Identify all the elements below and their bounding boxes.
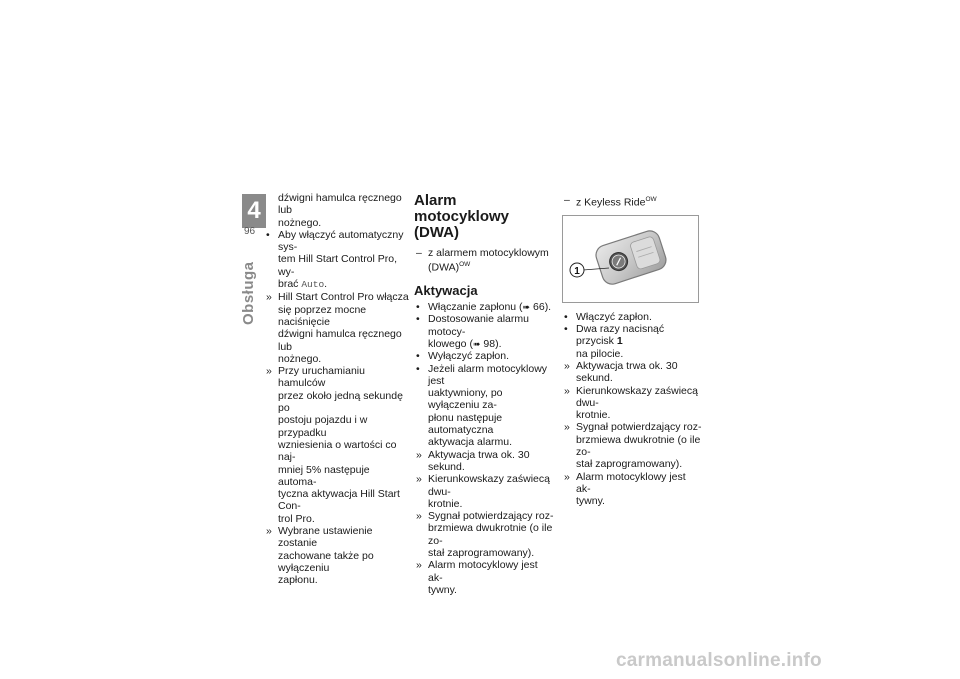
section-title: Obsługa [240, 261, 257, 325]
bullet-ignition-on-2: • Włączyć zapłon. [564, 310, 652, 323]
bullet-ignition-on: • Włączanie zapłonu (➠ 66). [416, 301, 552, 314]
subheading-activation: Aktywacja [414, 283, 478, 299]
result-alarm-active-2: » Alarm motocyklowy jest ak- tywny. [564, 470, 686, 508]
page-ref-arrow-icon: ➠ [522, 302, 531, 313]
bullet-press-button: • Dwa razy nacisnąć przycisk 1 na pilocie. [564, 323, 665, 360]
chapter-number: 4 [242, 194, 266, 228]
page-number: 96 [244, 226, 256, 237]
section-heading: Alarm motocyklowy (DWA) [414, 192, 510, 241]
page-ref-arrow-icon: ➠ [472, 338, 481, 349]
result-alarm-active: » Alarm motocyklowy jest ak- tywny. [416, 559, 538, 596]
result-signal: » Sygnał potwierdzający roz- brzmiewa dwukrotnie (o ile zo- stał zaprogramowany). [416, 510, 554, 560]
result-activation-time: » Aktywacja trwa ok. 30 sekund. [416, 448, 530, 473]
result-activation-time-2: » Aktywacja trwa ok. 30 sekund. [564, 359, 678, 385]
option-keyless-ride: – z Keyless Ride$^{OW}$ [564, 194, 657, 209]
chapter-tab [242, 194, 266, 228]
bullet-auto-activation: • Jeżeli alarm motocyklowy jest uaktywniony, po wyłączeniu za- płonu następuje automatyczna aktywacja alarmu. [416, 362, 548, 449]
result-auto-activation: » Przy uruchamianiu hamulców przez około jedną sekundę po postoju pojazdu i w przypadku wzniesienia o wartości co naj- mniej 5% następuje automa- tyczna aktywacja Hill Start Con- trol Pro. [266, 365, 403, 525]
key-fob-figure [562, 215, 699, 303]
watermark: carmanualsonline.info [616, 650, 822, 671]
page-ref-link[interactable]: 98). [480, 337, 502, 350]
bullet-ignition-off: • Wyłączyć zapłon. [416, 350, 510, 363]
option-dwa: – z alarmem motocyklowym (DWA)$^{OW}$ [416, 247, 549, 274]
figure-callout-1: 1 [574, 265, 580, 277]
column-1 [264, 192, 410, 587]
bullet-enable-hsc: • Aby włączyć automatyczny sys- tem Hill Start Control Pro, wy- brać Auto. [266, 228, 404, 291]
result-hsc-activation: » Hill Start Control Pro włącza się poprzez mocne naciśnięcie dźwigni hamulca ręcznego lub nożnego. [266, 291, 409, 365]
continuation-text: dźwigni hamulca ręcznego lub nożnego. [278, 192, 402, 229]
column-3 [562, 194, 702, 508]
bullet-adjust-alarm: • Dostosowanie alarmu motocy- klowego (➠ 98). [416, 313, 529, 350]
code-auto: Auto [301, 279, 325, 291]
result-setting-kept: » Wybrane ustawienie zostanie zachowane także po wyłączeniu zapłonu. [266, 525, 374, 587]
result-signal-2: » Sygnał potwierdzający roz- brzmiewa dwukrotnie (o ile zo- stał zaprogramowany). [564, 421, 702, 471]
key-fob-icon [563, 216, 698, 302]
page-ref-link[interactable]: 66). [530, 301, 552, 314]
result-indicators-2: » Kierunkowskazy zaświecą dwu- krotnie. [564, 384, 698, 422]
column-2 [414, 193, 554, 596]
result-indicators: » Kierunkowskazy zaświecą dwu- krotnie. [416, 473, 550, 510]
